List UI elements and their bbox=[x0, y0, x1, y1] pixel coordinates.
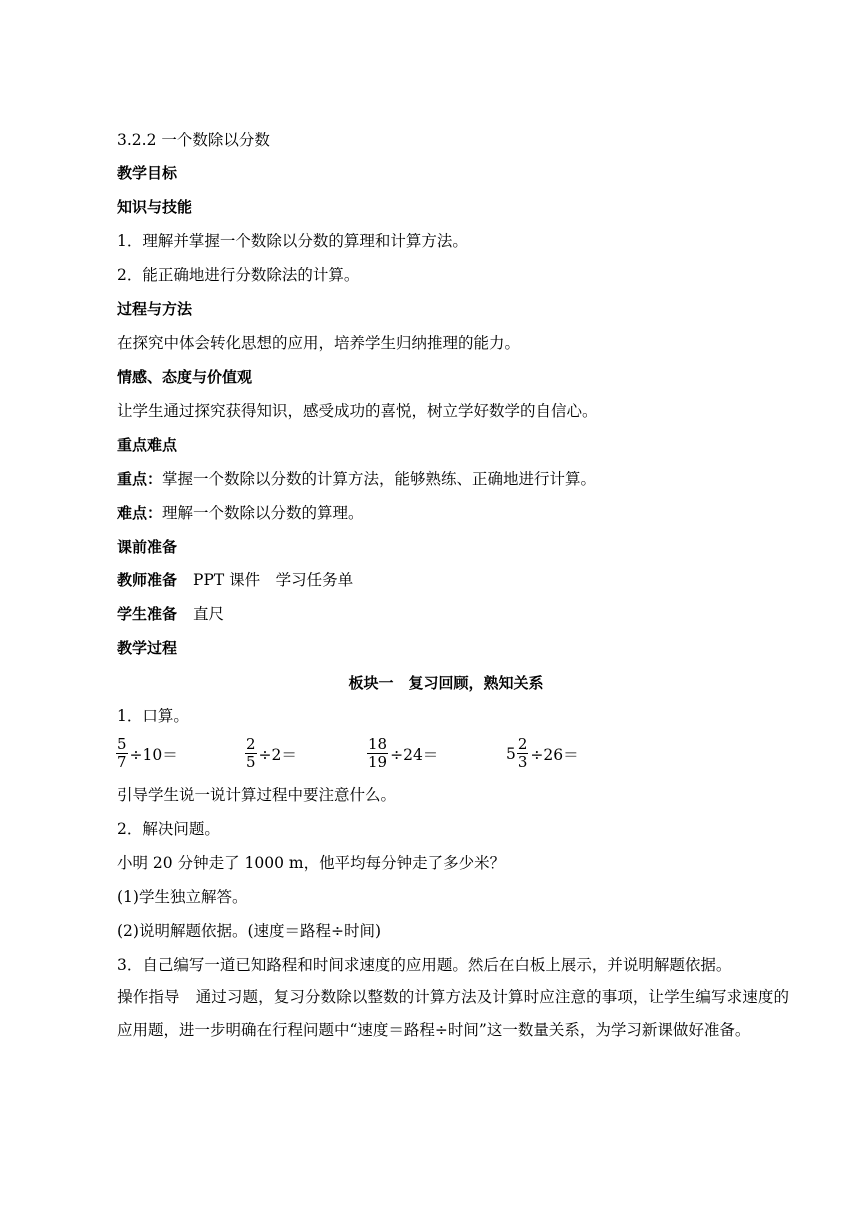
key-point-text: 掌握一个数除以分数的计算方法，能够熟练、正确地进行计算。 bbox=[162, 470, 597, 488]
student-prep bbox=[117, 604, 224, 624]
key-point bbox=[117, 469, 596, 489]
numerator: 5 bbox=[117, 735, 127, 753]
prep-heading: 课前准备 bbox=[117, 538, 178, 556]
whole-number: 5 bbox=[506, 744, 516, 763]
fraction bbox=[116, 736, 128, 771]
task-3: 3．自己编写一道已知路程和时间求速度的应用题。然后在白板上展示，并说明解题依据。 bbox=[117, 956, 732, 974]
denominator: 5 bbox=[246, 753, 256, 771]
numerator: 2 bbox=[517, 735, 528, 753]
emotion-text: 让学生通过探究获得知识，感受成功的喜悦，树立学好数学的自信心。 bbox=[117, 402, 598, 420]
emotion-heading: 情感、态度与价值观 bbox=[117, 368, 253, 386]
denominator: 7 bbox=[117, 753, 127, 771]
guide-text: 引导学生说一说计算过程中要注意什么。 bbox=[117, 786, 397, 804]
fraction bbox=[367, 736, 388, 771]
section-title-text: 板块一 复习回顾，熟知关系 bbox=[348, 674, 544, 692]
teacher-prep-label: 教师准备 bbox=[117, 571, 178, 589]
expression-tail: ÷2＝ bbox=[258, 745, 297, 764]
process-main-heading: 教学过程 bbox=[117, 639, 178, 657]
knowledge-item-2: 2．能正确地进行分数除法的计算。 bbox=[117, 266, 360, 284]
lesson-title: 3.2.2 一个数除以分数 bbox=[117, 131, 270, 149]
teacher-prep bbox=[117, 570, 353, 590]
numerator: 18 bbox=[368, 735, 388, 753]
step-2: (2)说明解题依据。(速度＝路程÷时间) bbox=[117, 922, 382, 940]
guide-label: 操作指导 bbox=[117, 988, 180, 1006]
expression-tail: ÷26＝ bbox=[530, 745, 579, 764]
difficulty-text: 理解一个数除以分数的算理。 bbox=[162, 504, 364, 522]
numerator: 2 bbox=[246, 735, 256, 753]
expression-3 bbox=[367, 736, 438, 771]
student-prep-text: 直尺 bbox=[193, 605, 225, 623]
operation-guide bbox=[117, 981, 789, 1047]
step-1: (1)学生独立解答。 bbox=[117, 888, 248, 906]
expression-1 bbox=[116, 736, 178, 771]
key-point-label: 重点： bbox=[117, 470, 163, 488]
teacher-prep-text: PPT 课件 学习任务单 bbox=[193, 571, 354, 589]
problem-text: 小明 20 分钟走了 1000 m，他平均每分钟走了多少米？ bbox=[117, 854, 506, 872]
oral-heading: 1．口算。 bbox=[117, 707, 189, 725]
guide-paragraph: 通过习题，复习分数除以整数的计算方法及计算时应注意的事项，让学生编写求速度的应用题，进一步明确在行程问题中“速度＝路程÷时间”这一数量关系，为学习新课做好准备。 bbox=[117, 988, 789, 1039]
denominator: 3 bbox=[517, 753, 528, 771]
knowledge-heading: 知识与技能 bbox=[117, 198, 193, 216]
fraction bbox=[245, 736, 257, 771]
denominator: 19 bbox=[368, 753, 388, 771]
expression-4 bbox=[506, 736, 579, 771]
section-title bbox=[0, 673, 860, 693]
key-heading: 重点难点 bbox=[117, 436, 178, 454]
fraction bbox=[517, 736, 529, 771]
process-heading: 过程与方法 bbox=[117, 300, 193, 318]
expression-tail: ÷10＝ bbox=[129, 745, 178, 764]
knowledge-item-1: 1．理解并掌握一个数除以分数的算理和计算方法。 bbox=[117, 232, 468, 250]
difficulty-point bbox=[117, 503, 364, 523]
difficulty-label: 难点： bbox=[117, 504, 163, 522]
goals-heading: 教学目标 bbox=[117, 164, 178, 182]
solve-heading: 2．解决问题。 bbox=[117, 820, 220, 838]
student-prep-label: 学生准备 bbox=[117, 605, 178, 623]
expression-2 bbox=[245, 736, 297, 771]
process-text: 在探究中体会转化思想的应用，培养学生归纳推理的能力。 bbox=[117, 334, 521, 352]
expression-tail: ÷24＝ bbox=[390, 745, 439, 764]
